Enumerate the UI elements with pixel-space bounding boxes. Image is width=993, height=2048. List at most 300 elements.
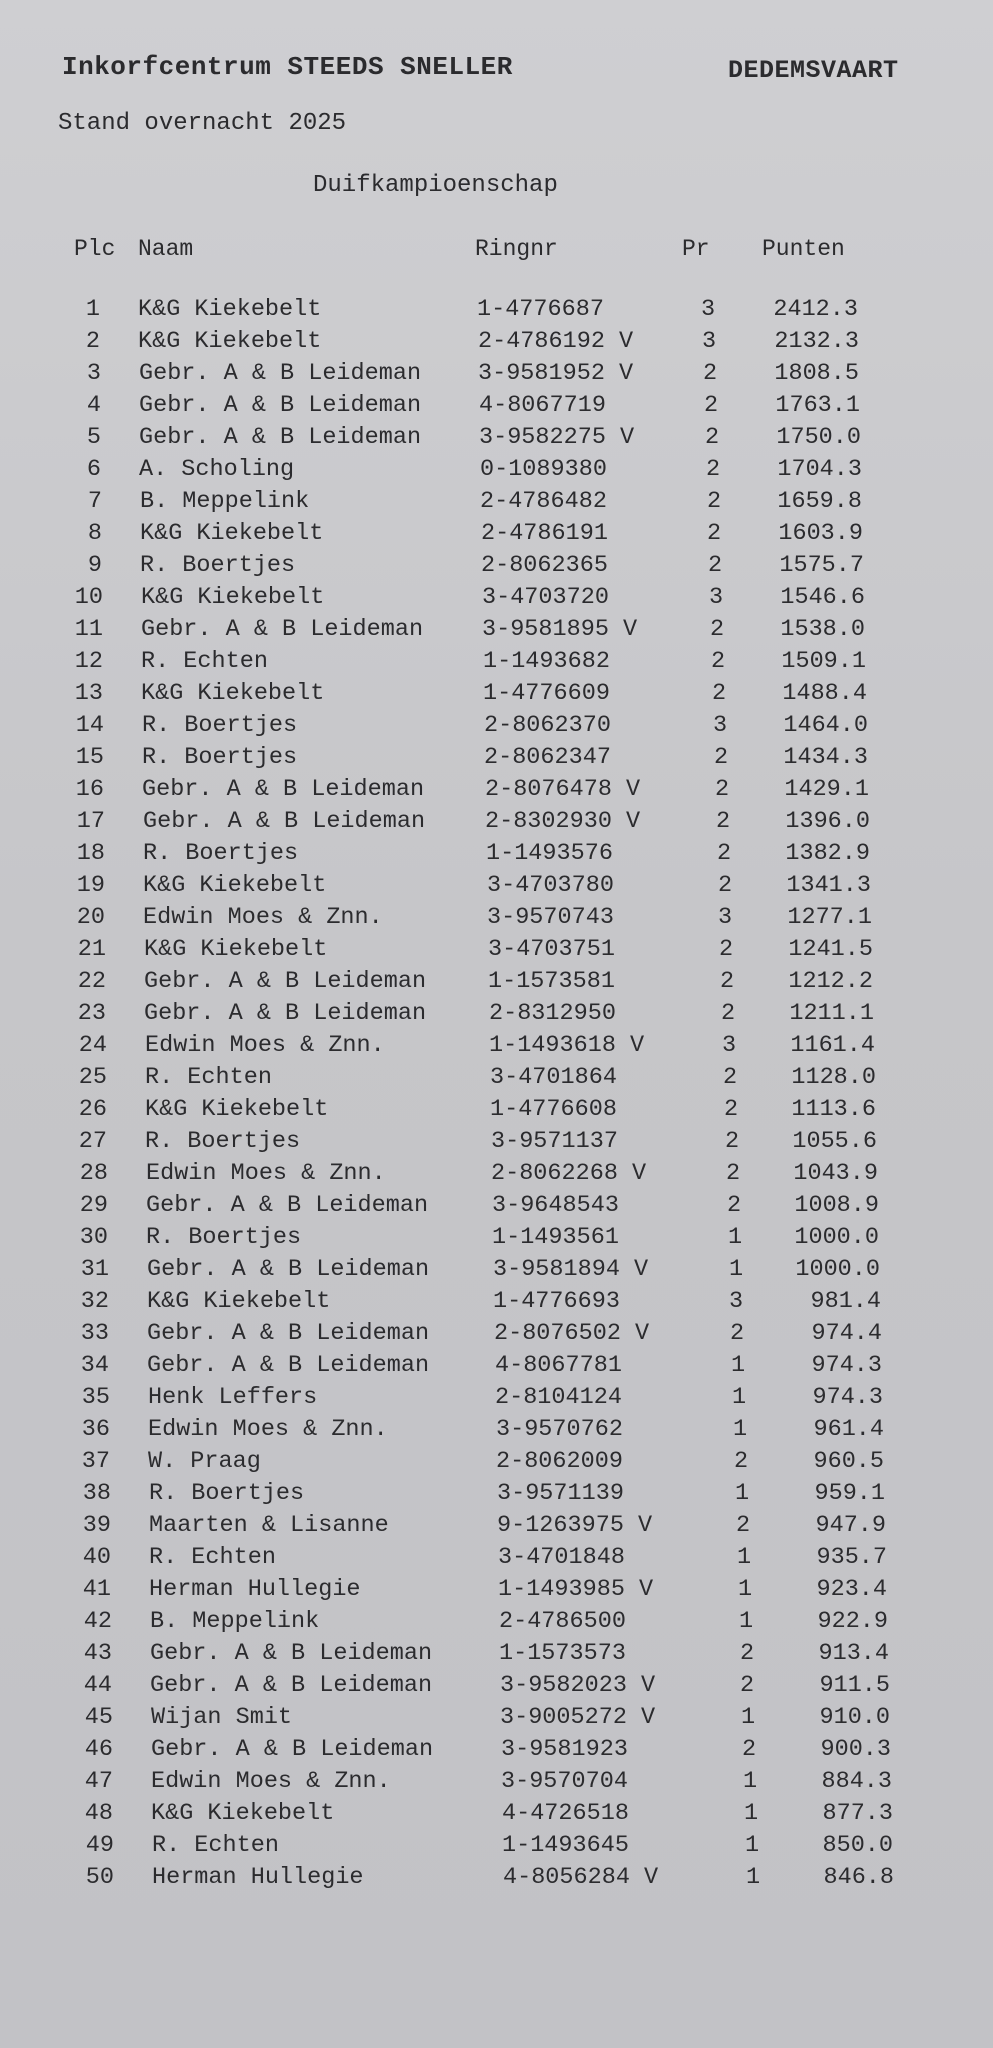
table-row [0,648,993,680]
cell-pr: 2 [703,392,719,419]
table-row [0,1480,993,1512]
cell-pr: 1 [740,1704,756,1731]
cell-naam: K&G Kiekebelt [138,296,322,323]
cell-punten: 974.3 [811,1352,882,1379]
cell-pr: 2 [710,648,726,675]
cell-pr: 2 [726,1192,742,1219]
cell-punten: 913.4 [818,1640,889,1667]
column-header-naam: Naam [138,236,194,262]
cell-naam: R. Echten [145,1064,272,1091]
cell-ringnr: 1-4776609 [483,680,610,707]
cell-punten: 911.5 [819,1672,890,1699]
cell-ringnr: 3-4703720 [482,584,609,611]
cell-punten: 1000.0 [795,1256,880,1283]
cell-punten: 1277.1 [787,904,872,931]
cell-pr: 2 [739,1640,755,1667]
cell-punten: 922.9 [817,1608,888,1635]
cell-pr: 2 [725,1160,741,1187]
cell-naam: K&G Kiekebelt [138,328,322,355]
cell-ringnr: 1-1493985 V [498,1576,654,1603]
table-row [0,1288,993,1320]
cell-punten: 961.4 [813,1416,884,1443]
table-row [0,520,993,552]
cell-naam: Gebr. A & B Leideman [150,1640,433,1667]
cell-punten: 1488.4 [782,680,867,707]
cell-plc: 44 [83,1672,112,1699]
cell-punten: 1509.1 [781,648,866,675]
table-row [0,456,993,488]
cell-naam: R. Echten [149,1544,276,1571]
cell-plc: 8 [87,520,102,547]
cell-plc: 35 [81,1384,110,1411]
cell-naam: Edwin Moes & Znn. [145,1032,385,1059]
cell-punten: 2412.3 [773,296,858,323]
cell-plc: 30 [79,1224,108,1251]
cell-ringnr: 1-1493561 [492,1224,619,1251]
cell-ringnr: 3-9571139 [497,1480,624,1507]
cell-ringnr: 2-8062365 [481,552,608,579]
cell-plc: 15 [75,744,104,771]
cell-naam: Gebr. A & B Leideman [139,360,422,387]
table-row [0,1256,993,1288]
cell-naam: Henk Leffers [148,1384,318,1411]
cell-pr: 2 [720,1000,736,1027]
cell-plc: 36 [81,1416,110,1443]
cell-ringnr: 3-9570762 [496,1416,623,1443]
cell-plc: 46 [84,1736,113,1763]
cell-pr: 2 [717,872,733,899]
cell-naam: W. Praag [148,1448,261,1475]
cell-ringnr: 3-9005272 V [500,1704,656,1731]
cell-ringnr: 2-8302930 V [485,808,641,835]
cell-pr: 1 [728,1256,744,1283]
cell-naam: R. Boertjes [143,840,299,867]
cell-punten: 846.8 [823,1864,894,1891]
cell-ringnr: 1-1573573 [499,1640,626,1667]
cell-plc: 13 [74,680,103,707]
cell-ringnr: 1-4776693 [493,1288,620,1315]
cell-naam: Herman Hullegie [149,1576,361,1603]
cell-pr: 3 [708,584,724,611]
table-row [0,1416,993,1448]
cell-pr: 2 [705,456,721,483]
cell-ringnr: 2-8062347 [484,744,611,771]
cell-plc: 48 [84,1800,113,1827]
cell-ringnr: 1-1493645 [502,1832,629,1859]
cell-ringnr: 1-1493682 [483,648,610,675]
cell-punten: 959.1 [814,1480,885,1507]
table-row [0,584,993,616]
cell-naam: K&G Kiekebelt [143,872,327,899]
cell-plc: 31 [80,1256,109,1283]
cell-naam: Gebr. A & B Leideman [150,1672,433,1699]
table-row [0,1384,993,1416]
table-row [0,840,993,872]
column-header-plc: Plc [74,236,116,262]
cell-punten: 1341.3 [786,872,871,899]
cell-pr: 3 [700,296,716,323]
cell-punten: 884.3 [821,1768,892,1795]
cell-plc: 24 [78,1032,107,1059]
cell-pr: 1 [738,1608,754,1635]
cell-naam: R. Echten [152,1832,279,1859]
cell-pr: 2 [729,1320,745,1347]
cell-pr: 1 [742,1768,758,1795]
cell-naam: Gebr. A & B Leideman [141,616,424,643]
cell-plc: 38 [82,1480,111,1507]
cell-plc: 10 [74,584,103,611]
cell-ringnr: 2-8076502 V [494,1320,650,1347]
cell-pr: 1 [744,1832,760,1859]
cell-plc: 6 [86,456,101,483]
table-row [0,936,993,968]
cell-ringnr: 3-9648543 [492,1192,619,1219]
table-row [0,1864,993,1896]
cell-plc: 22 [77,968,106,995]
cell-pr: 2 [714,776,730,803]
table-row [0,488,993,520]
cell-punten: 1434.3 [783,744,868,771]
cell-ringnr: 2-8076478 V [485,776,641,803]
cell-plc: 37 [81,1448,110,1475]
cell-punten: 1464.0 [783,712,868,739]
table-row [0,1640,993,1672]
cell-pr: 2 [706,520,722,547]
cell-ringnr: 3-4703751 [488,936,615,963]
cell-naam: Gebr. A & B Leideman [146,1192,429,1219]
cell-ringnr: 2-8312950 [489,1000,616,1027]
cell-naam: R. Echten [141,648,268,675]
cell-punten: 981.4 [810,1288,881,1315]
cell-pr: 2 [719,968,735,995]
cell-naam: K&G Kiekebelt [140,520,324,547]
column-header-pr: Pr [682,236,710,262]
cell-punten: 1055.6 [792,1128,877,1155]
cell-pr: 1 [731,1384,747,1411]
table-row [0,1576,993,1608]
cell-punten: 910.0 [819,1704,890,1731]
cell-pr: 3 [728,1288,744,1315]
cell-pr: 2 [715,808,731,835]
cell-pr: 3 [701,328,717,355]
cell-plc: 47 [84,1768,113,1795]
cell-pr: 1 [730,1352,746,1379]
cell-punten: 1396.0 [785,808,870,835]
cell-naam: Gebr. A & B Leideman [143,808,426,835]
table-row [0,904,993,936]
cell-punten: 947.9 [815,1512,886,1539]
cell-plc: 50 [85,1864,114,1891]
cell-pr: 1 [745,1864,761,1891]
cell-plc: 41 [82,1576,111,1603]
table-row [0,776,993,808]
cell-pr: 2 [702,360,718,387]
cell-plc: 34 [80,1352,109,1379]
cell-pr: 2 [741,1736,757,1763]
table-row [0,328,993,360]
cell-punten: 1704.3 [777,456,862,483]
cell-plc: 49 [85,1832,114,1859]
table-row [0,744,993,776]
cell-punten: 1211.1 [789,1000,874,1027]
cell-punten: 1241.5 [788,936,873,963]
cell-ringnr: 2-4786192 V [478,328,634,355]
cell-ringnr: 1-4776608 [490,1096,617,1123]
cell-ringnr: 4-8067719 [479,392,606,419]
cell-plc: 26 [78,1096,107,1123]
cell-ringnr: 3-4703780 [487,872,614,899]
cell-naam: K&G Kiekebelt [144,936,328,963]
table-row [0,808,993,840]
cell-pr: 2 [723,1096,739,1123]
table-row [0,552,993,584]
cell-pr: 2 [713,744,729,771]
cell-pr: 2 [718,936,734,963]
cell-ringnr: 4-8067781 [495,1352,622,1379]
cell-plc: 2 [85,328,100,355]
cell-punten: 1659.8 [777,488,862,515]
cell-ringnr: 2-4786482 [480,488,607,515]
cell-ringnr: 3-9581894 V [493,1256,649,1283]
cell-ringnr: 0-1089380 [480,456,607,483]
cell-punten: 1382.9 [785,840,870,867]
cell-naam: K&G Kiekebelt [145,1096,329,1123]
cell-naam: B. Meppelink [150,1608,320,1635]
section-title: Duifkampioenschap [313,172,558,199]
cell-plc: 16 [75,776,104,803]
cell-punten: 1808.5 [774,360,859,387]
cell-plc: 4 [86,392,101,419]
cell-plc: 32 [80,1288,109,1315]
cell-naam: Gebr. A & B Leideman [144,968,427,995]
table-row [0,1448,993,1480]
cell-ringnr: 9-1263975 V [497,1512,653,1539]
column-header-ringnr: Ringnr [475,236,558,262]
cell-ringnr: 3-4701848 [498,1544,625,1571]
cell-plc: 12 [74,648,103,675]
cell-plc: 39 [82,1512,111,1539]
cell-naam: B. Meppelink [140,488,310,515]
cell-punten: 2132.3 [774,328,859,355]
cell-plc: 43 [83,1640,112,1667]
cell-ringnr: 2-8062009 [496,1448,623,1475]
cell-ringnr: 4-8056284 V [503,1864,659,1891]
cell-naam: Maarten & Lisanne [149,1512,389,1539]
cell-plc: 23 [77,1000,106,1027]
cell-plc: 9 [87,552,102,579]
cell-plc: 21 [77,936,106,963]
cell-punten: 1113.6 [791,1096,876,1123]
cell-pr: 1 [732,1416,748,1443]
cell-naam: R. Boertjes [149,1480,305,1507]
cell-plc: 18 [76,840,105,867]
cell-naam: K&G Kiekebelt [141,584,325,611]
cell-pr: 3 [717,904,733,931]
table-row [0,1512,993,1544]
cell-pr: 2 [722,1064,738,1091]
cell-plc: 28 [79,1160,108,1187]
cell-ringnr: 2-4786500 [499,1608,626,1635]
cell-pr: 1 [734,1480,750,1507]
table-row [0,296,993,328]
cell-plc: 5 [86,424,101,451]
table-row [0,1096,993,1128]
cell-punten: 974.3 [812,1384,883,1411]
cell-ringnr: 4-4726518 [502,1800,629,1827]
cell-naam: Gebr. A & B Leideman [139,424,422,451]
cell-pr: 2 [733,1448,749,1475]
cell-plc: 19 [76,872,105,899]
cell-plc: 7 [87,488,102,515]
cell-naam: R. Boertjes [140,552,296,579]
cell-pr: 2 [706,488,722,515]
table-row [0,680,993,712]
cell-naam: R. Boertjes [145,1128,301,1155]
cell-pr: 2 [704,424,720,451]
cell-punten: 960.5 [813,1448,884,1475]
cell-ringnr: 3-9582275 V [479,424,635,451]
organization-title: Inkorfcentrum STEEDS SNELLER [62,52,513,82]
cell-ringnr: 3-9571137 [491,1128,618,1155]
table-row [0,1160,993,1192]
cell-ringnr: 1-1573581 [488,968,615,995]
cell-naam: K&G Kiekebelt [151,1800,335,1827]
cell-naam: Edwin Moes & Znn. [151,1768,391,1795]
cell-ringnr: 3-9570704 [501,1768,628,1795]
cell-ringnr: 3-9581923 [501,1736,628,1763]
table-row [0,360,993,392]
cell-plc: 45 [84,1704,113,1731]
cell-pr: 1 [727,1224,743,1251]
cell-ringnr: 3-9582023 V [500,1672,656,1699]
cell-naam: Gebr. A & B Leideman [139,392,422,419]
cell-punten: 1043.9 [793,1160,878,1187]
cell-ringnr: 1-1493618 V [489,1032,645,1059]
cell-plc: 17 [76,808,105,835]
table-row [0,1224,993,1256]
cell-pr: 2 [711,680,727,707]
cell-punten: 1429.1 [784,776,869,803]
cell-ringnr: 2-8104124 [495,1384,622,1411]
cell-plc: 27 [78,1128,107,1155]
table-row [0,712,993,744]
table-row [0,1608,993,1640]
table-row [0,968,993,1000]
table-row [0,1544,993,1576]
cell-ringnr: 2-8062268 V [491,1160,647,1187]
table-row [0,1064,993,1096]
cell-pr: 2 [707,552,723,579]
cell-plc: 14 [75,712,104,739]
cell-naam: Gebr. A & B Leideman [147,1320,430,1347]
cell-punten: 1000.0 [794,1224,879,1251]
standings-table [0,296,993,1896]
table-row [0,1128,993,1160]
cell-punten: 900.3 [820,1736,891,1763]
cell-ringnr: 3-4701864 [490,1064,617,1091]
cell-naam: Gebr. A & B Leideman [144,1000,427,1027]
cell-plc: 20 [76,904,105,931]
cell-punten: 935.7 [816,1544,887,1571]
cell-punten: 1546.6 [780,584,865,611]
table-row [0,1832,993,1864]
cell-pr: 3 [721,1032,737,1059]
cell-plc: 40 [82,1544,111,1571]
table-row [0,1352,993,1384]
cell-punten: 1750.0 [776,424,861,451]
cell-punten: 850.0 [822,1832,893,1859]
cell-naam: Wijan Smit [151,1704,293,1731]
cell-ringnr: 2-8062370 [484,712,611,739]
cell-pr: 2 [709,616,725,643]
cell-plc: 42 [83,1608,112,1635]
cell-pr: 2 [735,1512,751,1539]
cell-plc: 25 [78,1064,107,1091]
cell-plc: 33 [80,1320,109,1347]
cell-pr: 1 [736,1544,752,1571]
cell-ringnr: 1-4776687 [477,296,604,323]
cell-punten: 974.4 [811,1320,882,1347]
cell-pr: 1 [743,1800,759,1827]
cell-plc: 29 [79,1192,108,1219]
table-row [0,1800,993,1832]
cell-pr: 1 [737,1576,753,1603]
table-row [0,1704,993,1736]
cell-ringnr: 2-4786191 [481,520,608,547]
cell-naam: R. Boertjes [142,712,298,739]
cell-ringnr: 3-9581952 V [478,360,634,387]
cell-punten: 1008.9 [794,1192,879,1219]
cell-naam: Edwin Moes & Znn. [146,1160,386,1187]
table-row [0,424,993,456]
cell-punten: 923.4 [816,1576,887,1603]
table-row [0,616,993,648]
cell-naam: Edwin Moes & Znn. [148,1416,388,1443]
cell-pr: 2 [739,1672,755,1699]
cell-punten: 1212.2 [788,968,873,995]
cell-plc: 11 [74,616,103,643]
cell-pr: 2 [716,840,732,867]
cell-punten: 1603.9 [778,520,863,547]
cell-plc: 3 [86,360,101,387]
cell-naam: R. Boertjes [146,1224,302,1251]
cell-punten: 1128.0 [791,1064,876,1091]
cell-naam: Gebr. A & B Leideman [151,1736,434,1763]
table-row [0,392,993,424]
cell-pr: 3 [712,712,728,739]
cell-naam: Herman Hullegie [152,1864,364,1891]
cell-punten: 877.3 [822,1800,893,1827]
cell-naam: K&G Kiekebelt [147,1288,331,1315]
cell-naam: Gebr. A & B Leideman [147,1256,430,1283]
cell-naam: Gebr. A & B Leideman [142,776,425,803]
cell-pr: 2 [724,1128,740,1155]
table-row [0,872,993,904]
cell-ringnr: 1-1493576 [486,840,613,867]
cell-naam: K&G Kiekebelt [141,680,325,707]
table-row [0,1768,993,1800]
cell-punten: 1538.0 [780,616,865,643]
cell-punten: 1575.7 [779,552,864,579]
column-header-punten: Punten [762,236,845,262]
table-row [0,1000,993,1032]
cell-ringnr: 3-9581895 V [482,616,638,643]
cell-naam: Gebr. A & B Leideman [147,1352,430,1379]
cell-naam: Edwin Moes & Znn. [143,904,383,931]
cell-ringnr: 3-9570743 [487,904,614,931]
table-row [0,1032,993,1064]
cell-naam: A. Scholing [139,456,295,483]
